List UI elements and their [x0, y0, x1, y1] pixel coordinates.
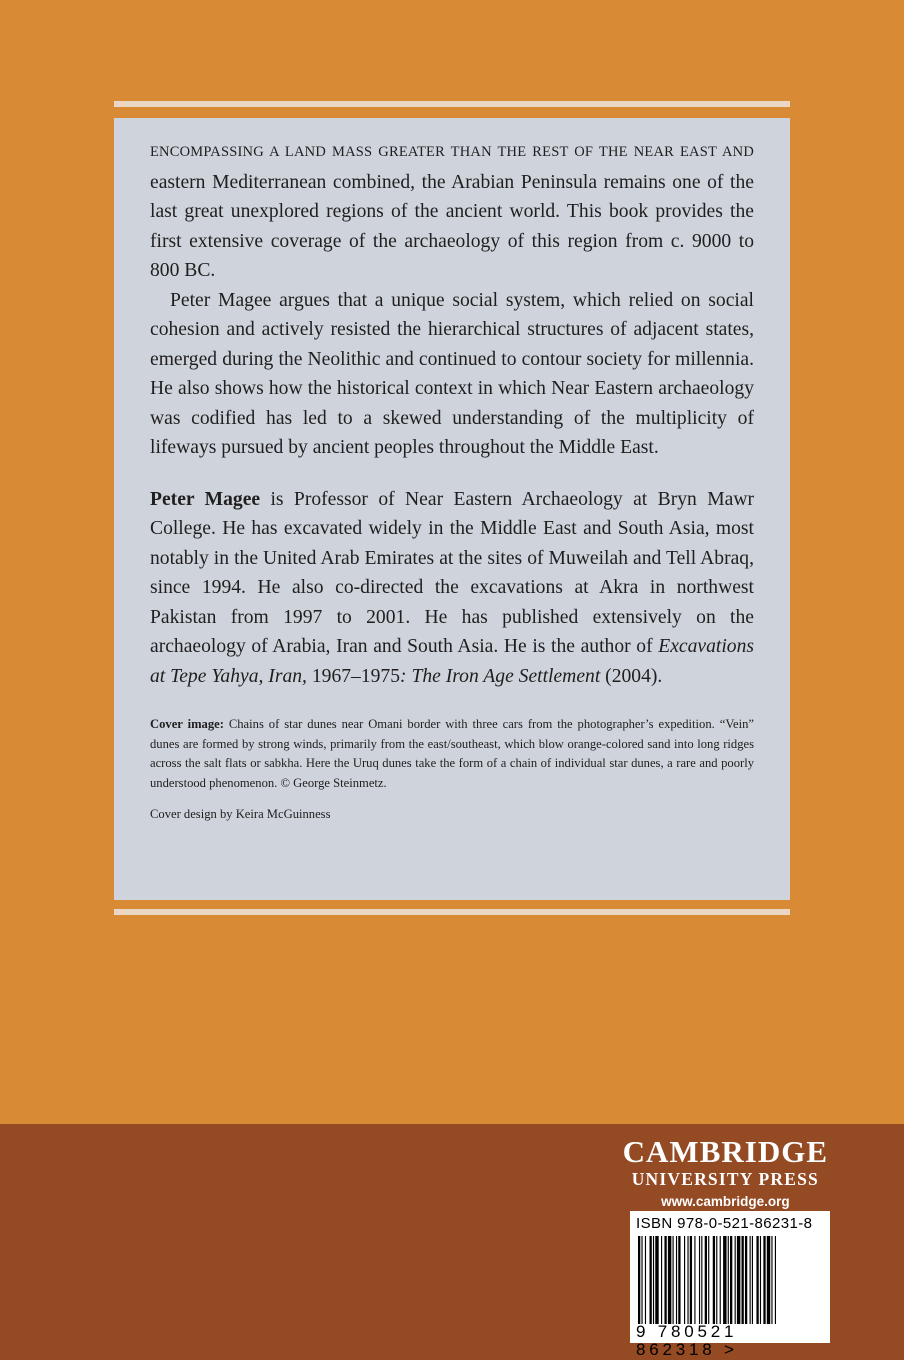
blurb-paragraph-1 — [150, 136, 754, 286]
bottom-rule — [114, 909, 790, 915]
barcode-bar — [737, 1236, 740, 1324]
barcode-bar — [694, 1236, 695, 1324]
barcode-bar — [664, 1236, 666, 1324]
publisher-name: CAMBRIDGE — [622, 1134, 828, 1169]
blurb-paragraph-1-text: eastern Mediterranean combined, the Arabian Peninsula remains one of the last great unexplored regions of the ancient world. This book provides the first extensive coverage of the archaeology of this region from c. 9000 to 800 BC. — [150, 171, 754, 281]
barcode-bar — [673, 1236, 674, 1324]
barcode-bar — [701, 1236, 702, 1324]
book-years: 1967–1975 — [306, 665, 401, 687]
book-year: (2004). — [600, 665, 663, 687]
cover-image-label: Cover image: — [150, 717, 224, 731]
barcode-digits: 9 780521 862318 > — [636, 1322, 738, 1359]
barcode-bar — [684, 1236, 685, 1324]
barcode-bar — [708, 1236, 709, 1324]
barcode-bar — [775, 1236, 776, 1324]
top-rule — [114, 101, 790, 107]
cover-design-credit: Cover design by Keira McGuinness — [150, 807, 331, 821]
barcode-bar — [756, 1236, 758, 1324]
barcode-bar — [653, 1236, 654, 1324]
blurb-panel — [114, 118, 790, 900]
barcode-bar — [655, 1236, 658, 1324]
barcode-bar — [728, 1236, 729, 1324]
barcode-bar — [705, 1236, 707, 1324]
barcode-bar — [641, 1236, 642, 1324]
isbn-barcode — [630, 1211, 830, 1359]
cover-image-text: Chains of star dunes near Omani border with three cars from the photographer’s expedition. “Vein” dunes are formed by strong winds, primarily from the east/southeast, which blow orange-colored sand into long ridges across the salt flats or sabkha. Here the Uruq dunes take the form of a chain of individual star dunes, a rare and poorly understood phenomenon. © George Steinmetz. — [150, 717, 754, 790]
book-title: Excavations at Tepe Yahya, Iran, — [150, 636, 754, 687]
barcode-bar — [678, 1236, 680, 1324]
barcode-bar — [720, 1236, 721, 1324]
barcode-bar — [771, 1236, 772, 1324]
barcode-bar — [760, 1236, 761, 1324]
barcode-bars — [636, 1236, 824, 1324]
publisher-url: www.cambridge.org — [661, 1194, 790, 1209]
barcode-bar — [690, 1236, 692, 1324]
barcode-bar — [716, 1236, 717, 1324]
publisher-logo — [623, 1135, 828, 1209]
barcode-bar — [687, 1236, 688, 1324]
blurb-paragraph-2: Peter Magee argues that a unique social system, which relied on social cohesion and actively resisted the hierarchical structures of adjacent states, emerged during the Neolithic and continued to contour society for millennia. He also shows how the historical context in which Near Eastern archaeology was codified has led to a skewed understanding of the multiplicity of lifeways pursued by ancient peoples throughout the Middle East. — [150, 289, 754, 458]
barcode-bar — [767, 1236, 770, 1324]
barcode-bar — [713, 1236, 715, 1324]
author-bio-text: is Professor of Near Eastern Archaeology at Bryn Mawr College. He has excavated widely in the Middle East and South Asia, most notably in the United Arab Emirates at the sites of Muweilah and Tell Abraq, since 1994. He also co-directed the excavations at Akra in northwest Pakistan from 1997 to 2001. He has published extensively on the archaeology of Arabia, Iran and South Asia. He is the author of — [150, 488, 754, 657]
barcode-bar — [730, 1236, 732, 1324]
isbn-label: ISBN 978-0-521-86231-8 — [636, 1215, 813, 1232]
book-subtitle: : The Iron Age Settlement — [400, 665, 601, 687]
barcode-bar — [668, 1236, 671, 1324]
barcode-bar — [735, 1236, 736, 1324]
barcode-bar — [723, 1236, 726, 1324]
author-bio — [150, 485, 754, 692]
barcode-bar — [645, 1236, 646, 1324]
author-name: Peter Magee — [150, 488, 261, 510]
barcode-bar — [742, 1236, 744, 1324]
blurb-lead-caps: ENCOMPASSING A LAND MASS GREATER THAN THE REST OF THE NEAR EAST AND — [150, 144, 754, 160]
barcode-bar — [638, 1236, 640, 1324]
barcode-bar — [699, 1236, 700, 1324]
publisher-subtitle: UNIVERSITY PRESS — [631, 1169, 819, 1189]
cover-image-credit — [150, 715, 754, 793]
barcode-bar — [745, 1236, 747, 1324]
barcode-bar — [752, 1236, 753, 1324]
barcode-bar — [763, 1236, 765, 1324]
barcode-bar — [661, 1236, 662, 1324]
barcode-bar — [676, 1236, 677, 1324]
barcode-bar — [750, 1236, 751, 1324]
barcode-bar — [650, 1236, 652, 1324]
